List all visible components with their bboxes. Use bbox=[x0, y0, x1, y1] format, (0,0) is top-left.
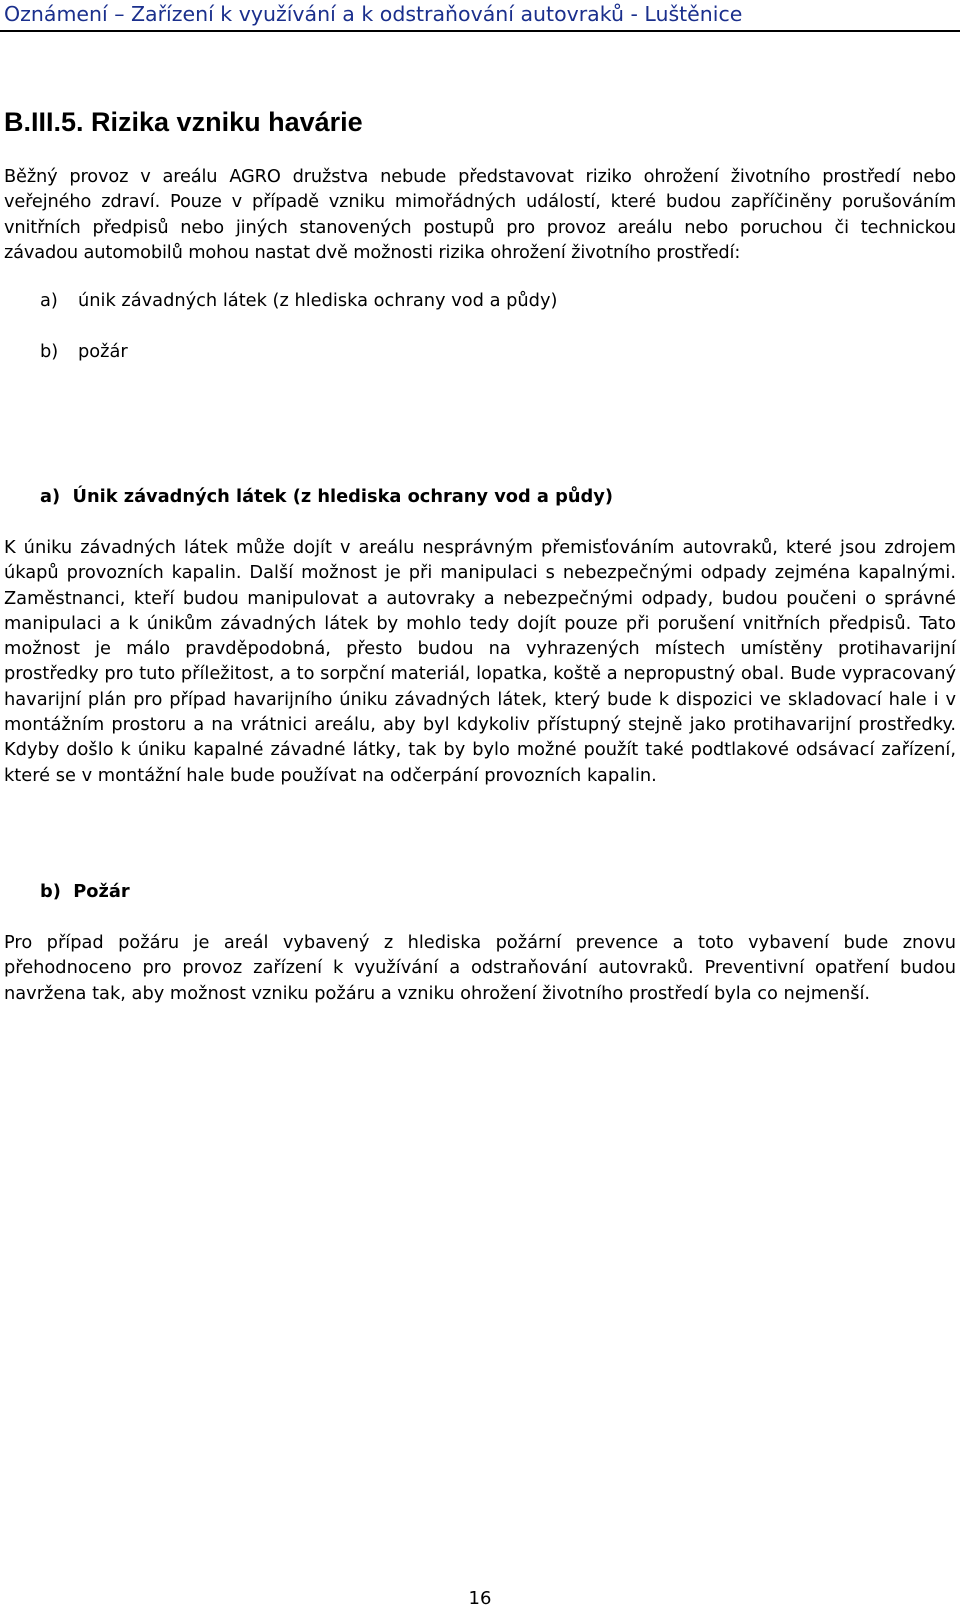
list-marker: b) bbox=[40, 341, 59, 362]
fire-heading: b) Požár bbox=[40, 881, 130, 902]
intro-paragraph: Běžný provoz v areálu AGRO družstva nebude představovat riziko ohrožení životního prostředí nebo veřejného zdraví. Pouze v případě vzniku mimořádných událostí, které budou zapříčiněny porušováním vnitřních předpisů nebo jiných stanovených postupů pro provoz areálu nebo poruchou či technickou závadou automobilů mohou nastat dvě možnosti rizika ohrožení životního prostředí: bbox=[4, 166, 956, 263]
list-item-text: únik závadných látek (z hlediska ochrany vod a půdy) bbox=[78, 290, 558, 311]
header-divider bbox=[0, 30, 960, 32]
leak-paragraph: K úniku závadných látek může dojít v areálu nesprávným přemisťováním autovraků, které jsou zdrojem úkapů provozních kapalin. Další možnost je při manipulaci s nebezpečnými odpady zejména kapalnými. Zaměstnanci, kteří budou manipulovat a autovraky a nebezpečnými odpady, budou poučeni o správné manipulaci a k únikům závadných látek by mohlo tedy dojít pouze při porušení vnitřních předpisů. Tato možnost je málo pravděpodobná, přesto budou na vyhrazených místech umístěny protihavarijní prostředky pro tuto příležitost, a to sorpční materiál, lopatka, koště a nepropustný obal. Bude vypracovaný havarijní plán pro případ havarijního úniku závadných látek, který bude k dispozici ve skladovací hale i v montážním prostoru a na vrátnici areálu, aby byl kdykoliv přístupný stejně jako protihavarijní prostředky. Kdyby došlo k úniku kapalné závadné látky, tak by bylo možné použít také podtlakové odsávací zařízení, které se v montážní hale bude používat na odčerpání provozních kapalin. bbox=[4, 537, 956, 786]
section-heading: B.III.5. Rizika vzniku havárie bbox=[4, 107, 363, 137]
leak-heading: a) Únik závadných látek (z hlediska ochrany vod a půdy) bbox=[40, 486, 613, 507]
page-header bbox=[0, 0, 960, 34]
document-title: Oznámení – Zařízení k využívání a k odstraňování autovraků - Luštěnice bbox=[4, 2, 743, 26]
fire-paragraph: Pro případ požáru je areál vybavený z hlediska požární prevence a toto vybavení bude znovu přehodnoceno pro provoz zařízení k využívání a odstraňování autovraků. Preventivní opatření budou navržena tak, aby možnost vzniku požáru a vzniku ohrožení životního prostředí byla co nejmenší. bbox=[4, 932, 956, 1004]
risk-list-item bbox=[40, 340, 128, 364]
list-item-text: požár bbox=[78, 341, 128, 362]
risk-list-item bbox=[40, 289, 557, 313]
page-number: 16 bbox=[468, 1588, 492, 1609]
list-marker: a) bbox=[40, 290, 58, 311]
